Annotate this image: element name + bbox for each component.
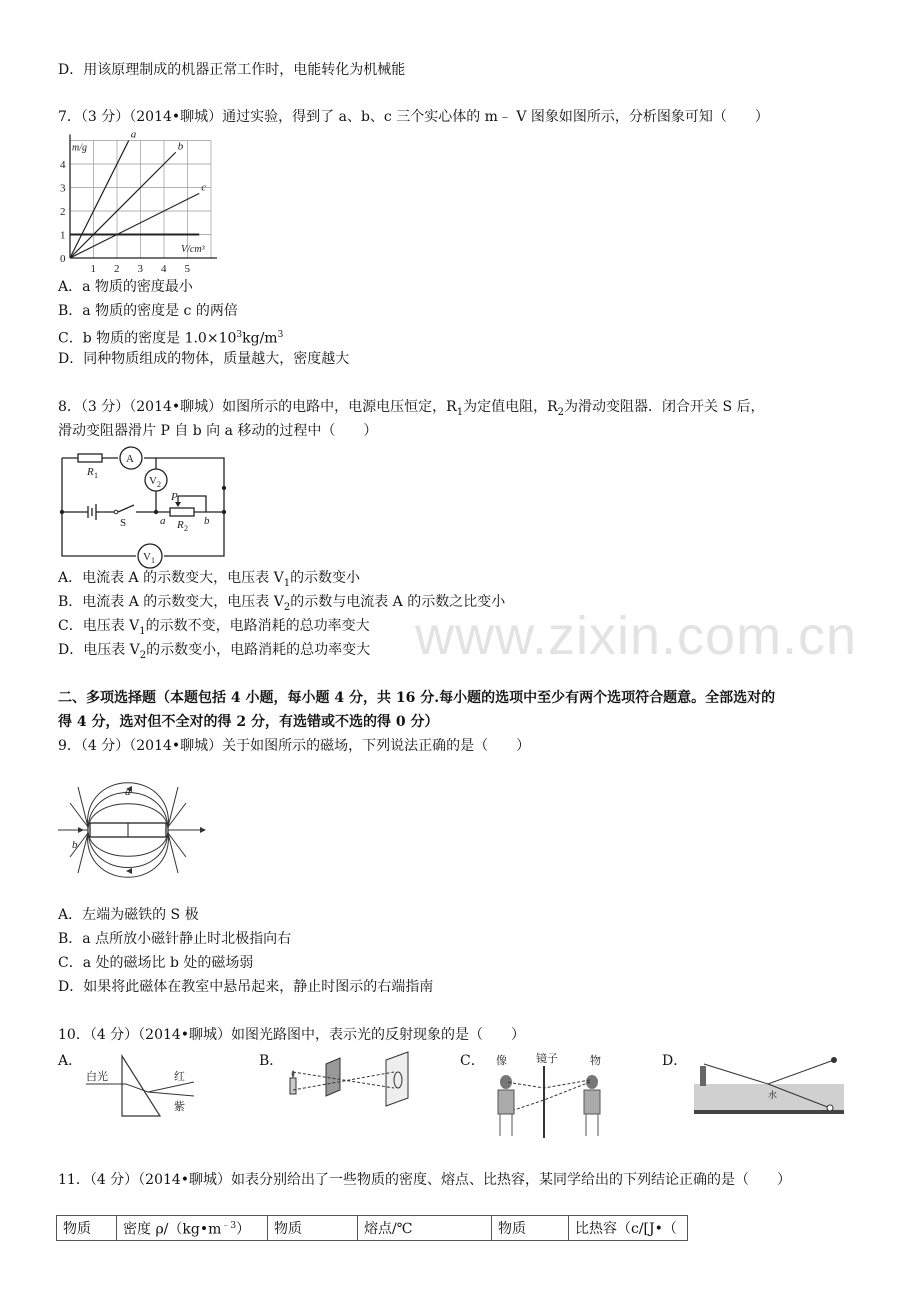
q6-option-d: D．用该原理制成的机器正常工作时，电能转化为机械能: [58, 62, 406, 78]
q7-option-c-unit: kg/m: [242, 330, 278, 347]
section2-title-line2: 得 4 分，选对但不全对的得 2 分，有选错或不选的得 0 分）: [58, 714, 439, 730]
q9-arrow-bottom: [126, 868, 132, 874]
q8-junction-right: [222, 510, 226, 514]
q7-option-c-unit-exp: 3: [277, 330, 284, 340]
q10-option-c-letter: C．: [460, 1053, 485, 1069]
x-tick-label: 5: [184, 263, 190, 275]
q7-mv-chart: [58, 130, 228, 275]
q10-fig-a-prism: [86, 1052, 216, 1122]
origin-label: 0: [60, 253, 66, 265]
q8-label-r1: R: [87, 466, 94, 478]
q9-option-c: C．a 处的磁场比 b 处的磁场弱: [58, 955, 254, 971]
q8-label-r2-sub: 2: [184, 524, 188, 533]
q7-option-c-text: C．b 物质的密度是 1.0×10: [58, 330, 237, 347]
q10-prism: [122, 1056, 160, 1116]
q10-object-person: [584, 1090, 600, 1136]
x-tick-label: 1: [90, 263, 96, 275]
q10-candle: [290, 1078, 296, 1094]
q8-resistor-r1: [78, 454, 102, 462]
q8-circuit-diagram: [56, 444, 231, 564]
q8-r1-sub: 1: [456, 406, 464, 418]
table-header-cell: 物质: [57, 1216, 117, 1241]
x-tick-label: 4: [161, 263, 167, 275]
x-tick-label: 3: [137, 263, 143, 275]
q8-label-v1-sub: 1: [151, 556, 155, 565]
q8-r2-sub: 2: [557, 406, 564, 418]
q8-stem-line2: 滑动变阻器滑片 P 自 b 向 a 移动的过程中（ ）: [58, 423, 378, 439]
q8-option-d-part1: D．电压表 V: [58, 642, 140, 658]
series-line-b: [70, 152, 176, 258]
y-tick-label: 3: [60, 182, 66, 195]
x-tick-label: 2: [114, 263, 120, 275]
q10-image-person: [498, 1090, 514, 1136]
q8-junction-left: [60, 510, 64, 514]
q11-stem: 11．（4 分）（2014•聊城）如表分别给出了一些物质的密度、熔点、比热容，某同学给出的下列结论正确的是（ ）: [58, 1172, 792, 1188]
q8-resistor-r2: [170, 508, 194, 516]
q9-magnet-field-diagram: [58, 765, 218, 895]
q8-label-v1: V: [143, 551, 151, 563]
q10-label-object: 物: [590, 1055, 601, 1067]
q10-stem: 10．（4 分）（2014•聊城）如图光路图中，表示光的反射现象的是（ ）: [58, 1027, 526, 1043]
q10-flame: [292, 1070, 295, 1078]
q10-observer: [700, 1066, 706, 1086]
q8-option-a-part1: A．电流表 A 的示数变大，电压表 V: [58, 570, 284, 586]
q10-fig-d-water: [690, 1050, 845, 1115]
q8-label-p: P: [171, 491, 178, 503]
q10-light-rays-c: [506, 1080, 590, 1110]
q8-label-b: b: [204, 515, 210, 527]
q10-label-mirror: 镜子: [536, 1053, 558, 1065]
q8-stem-part1: 8．（3 分）（2014•聊城）如图所示的电路中，电源电压恒定，R: [58, 399, 457, 415]
table-row: [57, 1216, 688, 1241]
table-header-cell: 熔点/℃: [358, 1216, 492, 1241]
q10-label-image: 像: [496, 1055, 507, 1067]
series-line-c: [70, 193, 199, 258]
series-label: c: [201, 181, 207, 194]
q8-stem-part2: 为定值电阻，R: [463, 399, 558, 415]
series-label: a: [130, 128, 137, 141]
section2-title-line1: 二、多项选择题（本题包括 4 小题，每小题 4 分，共 16 分.每小题的选项中至少有两个选项符合题意。全部选对的: [58, 690, 776, 706]
q8-switch-pivot: [114, 510, 118, 514]
q9-arrow-right: [200, 827, 206, 833]
q8-junction-a: [154, 510, 158, 514]
q8-inner-wire: [62, 505, 224, 512]
q9-option-d: D．如果将此磁体在教室中悬吊起来，静止时图示的右端指南: [58, 979, 434, 995]
series-label: b: [177, 140, 184, 153]
table-header-cell: [117, 1216, 268, 1241]
q11-table: [56, 1215, 688, 1241]
series-line-a: [70, 141, 129, 259]
q7-option-c: [58, 326, 283, 348]
q7-option-a: A．a 物质的密度最小: [58, 279, 193, 295]
q8-option-b-part1: B．电流表 A 的示数变大，电压表 V: [58, 594, 284, 610]
y-tick-label: 4: [60, 159, 66, 171]
q8-option-b: [58, 593, 505, 617]
x-axis-label: V/cm³: [181, 244, 205, 255]
q8-label-a: a: [160, 515, 166, 527]
q8-option-a-part2: 的示数变小: [290, 570, 361, 586]
y-tick-label: 2: [60, 206, 66, 218]
q8-option-c: [58, 617, 370, 641]
q11-density-unit-exp: ﹣3: [221, 1220, 237, 1231]
q8-label-ammeter: A: [126, 453, 134, 465]
table-header-cell: 比热容（c/[J•（: [569, 1216, 688, 1241]
q8-label-r1-sub: 1: [94, 471, 98, 480]
q11-density-header: 密度 ρ/（kg•m: [123, 1221, 222, 1238]
q8-stem-line1: [58, 398, 765, 422]
table-header-cell: 物质: [492, 1216, 569, 1241]
q10-fig-b-pinhole: [282, 1050, 422, 1110]
q8-option-c-sub: 1: [139, 625, 146, 637]
q10-label-purple: 紫: [174, 1101, 185, 1113]
q9-option-b: B．a 点所放小磁针静止时北极指向右: [58, 931, 292, 947]
q9-label-a: a: [125, 786, 131, 798]
q8-option-a: [58, 569, 360, 593]
q8-option-b-part2: 的示数与电流表 A 的示数之比变小: [290, 594, 506, 610]
q10-fig-c-mirror: [486, 1052, 616, 1140]
q8-option-a-sub: 1: [283, 577, 291, 589]
q7-option-d: D．同种物质组成的物体，质量越大，密度越大: [58, 351, 350, 367]
q8-stem-part3: 为滑动变阻器．闭合开关 S 后，: [564, 399, 765, 415]
q8-option-c-part1: C．电压表 V: [58, 618, 140, 634]
q9-label-b: b: [72, 839, 78, 851]
q7-stem: 7．（3 分）（2014•聊城）通过实验，得到了 a、b、c 三个实心体的 m﹣ V 图象如图所示，分析图象可知（ ）: [58, 109, 769, 125]
q10-option-d-letter: D．: [662, 1053, 688, 1069]
q9-stem: 9．（4 分）（2014•聊城）关于如图所示的磁场，下列说法正确的是（ ）: [58, 738, 531, 754]
y-tick-label: 1: [60, 229, 66, 242]
q10-light-rays-b: [293, 1072, 394, 1090]
q7-option-c-exp: 3: [236, 330, 243, 340]
q10-ground: [694, 1110, 844, 1114]
q8-option-d-sub: 2: [139, 649, 147, 661]
q9-arrow-left: [78, 827, 84, 833]
q8-junction-top: [222, 486, 226, 490]
q11-density-unit-close: ）: [236, 1221, 251, 1238]
y-axis-label: m/g: [72, 142, 87, 154]
q8-label-r2: R: [177, 519, 184, 531]
q8-option-c-part2: 的示数不变，电路消耗的总功率变大: [145, 618, 370, 634]
q10-object-head: [586, 1075, 598, 1089]
q8-option-d: [58, 641, 370, 665]
q8-option-b-sub: 2: [283, 601, 291, 613]
q8-option-d-part2: 的示数变小，电路消耗的总功率变大: [146, 642, 371, 658]
q10-label-red: 红: [174, 1071, 185, 1083]
q8-label-s: S: [120, 517, 127, 529]
q10-screen: [386, 1052, 408, 1106]
q8-label-v2-sub: 2: [157, 480, 161, 489]
q10-label-white: 白光: [86, 1071, 108, 1083]
q7-option-b: B．a 物质的密度是 c 的两倍: [58, 303, 238, 319]
q10-option-b-letter: B．: [259, 1053, 284, 1069]
q10-option-a-letter: A．: [58, 1053, 83, 1069]
q8-label-v2: V: [149, 475, 157, 487]
q10-label-water: 水: [768, 1090, 778, 1100]
table-header-cell: 物质: [268, 1216, 358, 1241]
q8-battery: [88, 504, 96, 520]
q8-slider-wire: [178, 496, 206, 512]
q9-option-a: A．左端为磁铁的 S 极: [58, 907, 199, 923]
q10-board: [326, 1058, 340, 1096]
watermark: www.zixin.com.cn: [415, 606, 858, 666]
q10-virtual-image: [827, 1105, 833, 1111]
